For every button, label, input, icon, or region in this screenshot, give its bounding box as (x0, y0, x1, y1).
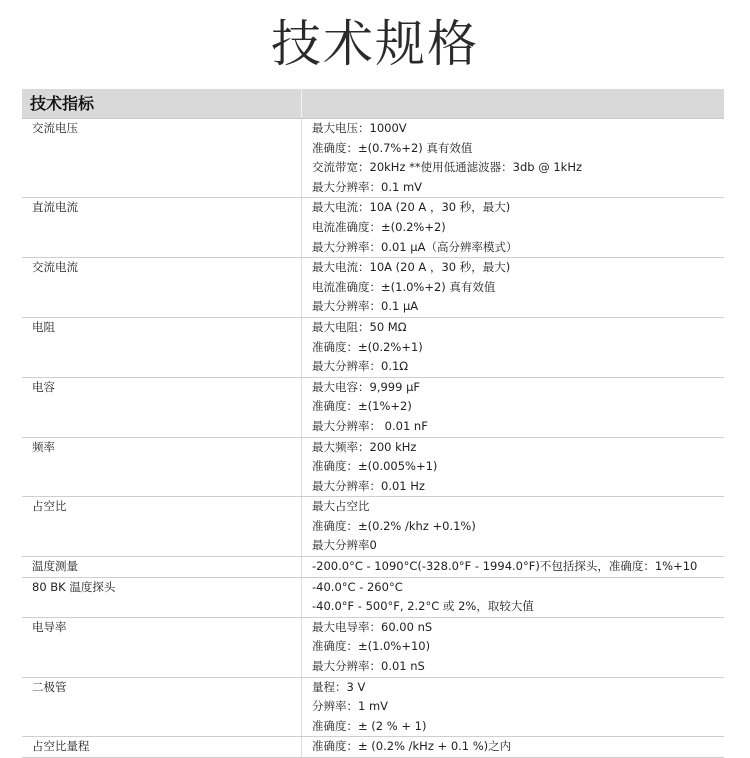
spec-category: 交流电流 (22, 258, 302, 317)
spec-value-line: 准确度：±(0.005%+1) (312, 459, 438, 474)
spec-values (302, 497, 724, 556)
spec-value-line: 最大分辨率： 0.01 nF (312, 418, 428, 433)
spec-value-line: 最大占空比 (312, 499, 370, 514)
spec-category: 电容 (22, 378, 302, 437)
table-row (22, 119, 724, 198)
spec-category: 频率 (22, 438, 302, 497)
spec-category: 80 BK 温度探头 (22, 578, 302, 617)
spec-values (302, 618, 724, 677)
spec-value-line: 最大电导率：60.00 nS (312, 619, 433, 634)
spec-category: 二极管 (22, 678, 302, 737)
spec-value-line: 电流准确度：±(0.2%+2) (312, 219, 446, 234)
spec-value-line: 最大频率：200 kHz (312, 439, 417, 454)
spec-value-line: 量程：3 V (312, 679, 366, 694)
spec-value-line: 准确度：± (0.2% /kHz + 0.1 %)之内 (312, 739, 512, 754)
spec-value-line: 最大分辨率：0.01 Hz (312, 478, 425, 493)
table-row (22, 497, 724, 557)
spec-value-line: 最大电压：1000V (312, 121, 407, 135)
spec-value-line: 最大电流：10A (20 A ，30 秒，最大) (312, 200, 511, 215)
spec-value-line: 最大分辨率0 (312, 538, 377, 553)
spec-value-line: 交流带宽：20kHz **使用低通滤波器：3db @ 1kHz (312, 160, 583, 175)
page-title: 技术规格 (271, 15, 479, 73)
table-body (22, 119, 724, 758)
spec-value-line: 准确度：±(0.2% /khz +0.1%) (312, 518, 476, 533)
spec-value-line: 最大分辨率：0.01 µA（高分辨率模式） (312, 239, 518, 254)
spec-value-line: 准确度：±(1.0%+10) (312, 639, 431, 654)
spec-category: 电导率 (22, 618, 302, 677)
spec-values (302, 198, 724, 257)
spec-value-line: 分辨率：1 mV (312, 699, 389, 714)
spec-category: 电阻 (22, 318, 302, 377)
table-row (22, 318, 724, 378)
table-row (22, 578, 724, 618)
spec-value-line: 准确度：±(1%+2) (312, 399, 412, 414)
spec-values (302, 378, 724, 437)
spec-values (302, 557, 724, 577)
spec-values (302, 578, 724, 617)
spec-value-line: 准确度：± (2 % + 1) (312, 718, 427, 733)
table-row (22, 378, 724, 438)
spec-category: 交流电压 (22, 119, 302, 197)
spec-value-line: 最大电流：10A (20 A ，30 秒，最大) (312, 260, 511, 275)
table-row (22, 258, 724, 318)
spec-table (22, 89, 724, 758)
spec-value-line: 准确度：±(0.7%+2) 真有效值 (312, 140, 473, 155)
spec-values (302, 258, 724, 317)
spec-value-line: 最大分辨率：0.1 µA (312, 299, 419, 314)
table-header (22, 89, 724, 119)
spec-value-line: -40.0°F - 500°F, 2.2°C 或 2%，取较大值 (312, 599, 534, 614)
spec-category: 温度测量 (22, 557, 302, 577)
table-row (22, 618, 724, 678)
header-value-label (302, 89, 724, 118)
spec-values (302, 318, 724, 377)
spec-values (302, 737, 724, 757)
spec-value-line: 最大电阻：50 MΩ (312, 319, 407, 334)
header-spec-label: 技术指标 (22, 89, 302, 118)
spec-value-line: 电流准确度：±(1.0%+2) 真有效值 (312, 279, 496, 294)
spec-category: 占空比量程 (22, 737, 302, 757)
table-row (22, 438, 724, 498)
spec-value-line: 最大分辨率：0.1 mV (312, 179, 423, 194)
table-row (22, 678, 724, 738)
spec-value-line: 准确度：±(0.2%+1) (312, 339, 423, 354)
spec-value-line: 最大电容：9,999 µF (312, 379, 421, 394)
spec-value-line: -40.0°C - 260°C (312, 579, 403, 594)
table-row (22, 198, 724, 258)
table-row (22, 557, 724, 578)
spec-category: 直流电流 (22, 198, 302, 257)
spec-values (302, 438, 724, 497)
spec-category: 占空比 (22, 497, 302, 556)
spec-value-line: 最大分辨率：0.01 nS (312, 659, 425, 674)
spec-value-line: 最大分辨率：0.1Ω (312, 359, 409, 374)
spec-value-line: -200.0°C - 1090°C(-328.0°F - 1994.0°F)不包括探头，准确度：1%+10 (312, 559, 698, 574)
spec-values (302, 678, 724, 737)
spec-values (302, 119, 724, 197)
